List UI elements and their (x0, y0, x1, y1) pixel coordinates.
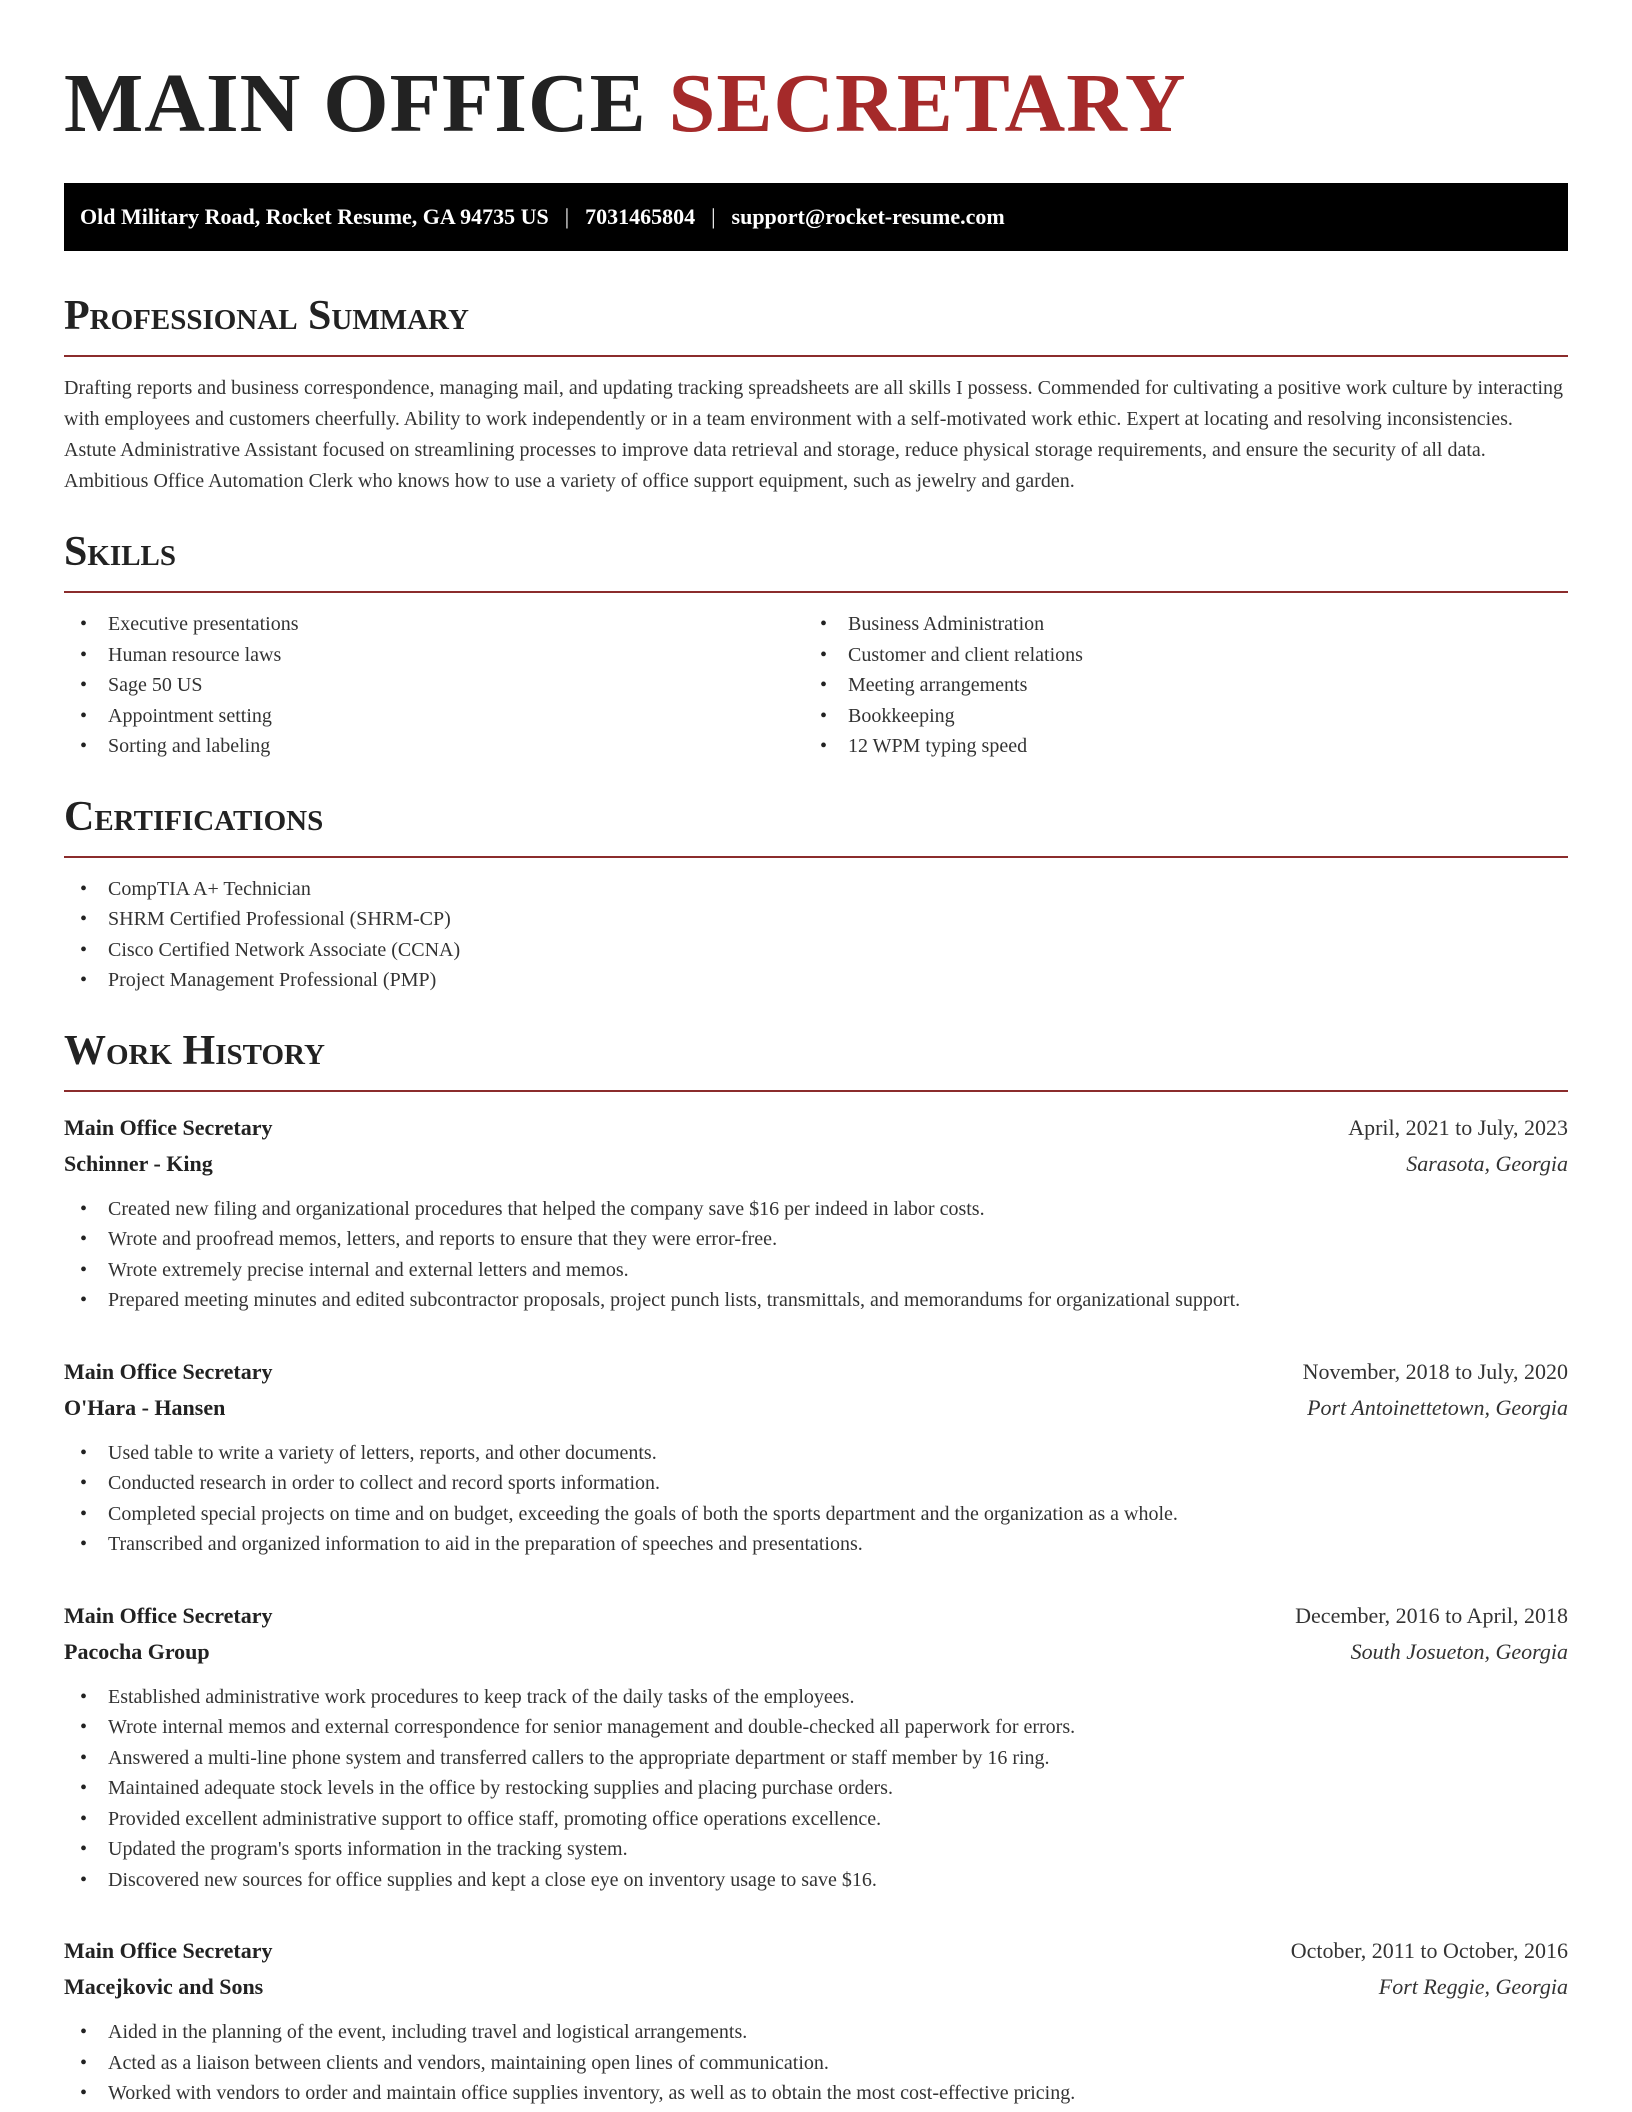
job-duty-item: • Aided in the planning of the event, including travel and logistical arrangements. (64, 2017, 1568, 2048)
skill-item: • 12 WPM typing speed (804, 731, 1544, 762)
contact-phone: 7031465804 (585, 204, 696, 229)
certification-item: • Project Management Professional (PMP) (64, 965, 1568, 996)
skills-section (64, 527, 1568, 762)
job-duties-list (64, 2017, 1568, 2109)
job-duty-item: • Maintained adequate stock levels in the office by restocking supplies and placing purchase orders. (64, 1773, 1568, 1804)
skill-item: • Sage 50 US (64, 670, 804, 701)
job-duty-item: • Conducted research in order to collect and record sports information. (64, 1468, 1568, 1499)
job-title-row (64, 1110, 1568, 1146)
skill-item: • Bookkeeping (804, 701, 1544, 732)
job-entry (64, 1110, 1568, 1316)
certifications-section (64, 792, 1568, 996)
skills-heading: Skills (64, 527, 1568, 593)
skills-list-right (804, 609, 1544, 762)
job-dates: November, 2018 to July, 2020 (1302, 1358, 1568, 1384)
job-title: Main Office Secretary (64, 1602, 273, 1628)
skill-item: • Customer and client relations (804, 640, 1544, 671)
job-title-row (64, 1933, 1568, 1969)
job-duty-item: • Transcribed and organized information to aid in the preparation of speeches and presentations. (64, 1529, 1568, 1560)
contact-bar (64, 183, 1568, 251)
job-location: Port Antoinettetown, Georgia (1307, 1394, 1568, 1420)
job-duty-item: • Used table to write a variety of letters, reports, and other documents. (64, 1438, 1568, 1469)
job-duty-item: • Created new filing and organizational procedures that helped the company save $16 per indeed in labor costs. (64, 1194, 1568, 1225)
job-duty-item: • Updated the program's sports information in the tracking system. (64, 1834, 1568, 1865)
job-duty-item: • Wrote extremely precise internal and external letters and memos. (64, 1255, 1568, 1286)
certifications-heading: Certifications (64, 792, 1568, 858)
job-title-row (64, 1354, 1568, 1390)
job-company: O'Hara - Hansen (64, 1394, 226, 1420)
job-company-row (64, 1634, 1568, 1670)
job-duties-list (64, 1438, 1568, 1560)
job-duty-item: • Answered a multi-line phone system and transferred callers to the appropriate department or staff member by 16 ring. (64, 1743, 1568, 1774)
skill-item: • Executive presentations (64, 609, 804, 640)
job-duties-list (64, 1194, 1568, 1316)
job-duty-item: • Worked with vendors to order and maintain office supplies inventory, as well as to obtain the most cost-effective pricing. (64, 2078, 1568, 2109)
skill-item: • Human resource laws (64, 640, 804, 671)
job-title: Main Office Secretary (64, 1938, 273, 1963)
job-dates: April, 2021 to July, 2023 (1348, 1114, 1568, 1140)
certification-item: • CompTIA A+ Technician (64, 874, 1568, 905)
skills-columns (64, 609, 1568, 762)
skill-item: • Meeting arrangements (804, 670, 1544, 701)
summary-heading: Professional Summary (64, 291, 1568, 357)
job-list (64, 1110, 1568, 2109)
summary-text: Drafting reports and business correspondence, managing mail, and updating tracking spreadsheets are all skills I possess. Commended for cultivating a positive work culture by interacting with employees and customers cheerfully. Ability to work independently or in a team environment with a self-motivated work ethic. Expert at locating and resolving inconsistencies. Astute Administrative Assistant focused on streamlining processes to improve data retrieval and storage, reduce physical storage requirements, and ensure the security of all data. Ambitious Office Automation Clerk who knows how to use a variety of office support equipment, such as jewelry and garden. (64, 377, 1564, 492)
job-title-row (64, 1598, 1568, 1634)
job-duty-item: • Wrote internal memos and external correspondence for senior management and double-checked all paperwork for errors. (64, 1712, 1568, 1743)
job-location: South Josueton, Georgia (1350, 1638, 1568, 1664)
contact-separator: | (564, 204, 570, 229)
resume-page (64, 0, 1568, 2109)
job-duty-item: • Provided excellent administrative support to office staff, promoting office operations excellence. (64, 1804, 1568, 1835)
job-entry (64, 1354, 1568, 1560)
job-location: Sarasota, Georgia (1406, 1150, 1568, 1176)
resume-name (64, 58, 1568, 150)
job-duty-item: • Acted as a liaison between clients and vendors, maintaining open lines of communication. (64, 2048, 1568, 2079)
job-title: Main Office Secretary (64, 1358, 273, 1384)
summary-section (64, 291, 1568, 497)
job-dates: October, 2011 to October, 2016 (1290, 1938, 1568, 1963)
job-company: Schinner - King (64, 1150, 213, 1176)
job-entry (64, 1933, 1568, 2109)
job-company: Macejkovic and Sons (64, 1974, 264, 1999)
job-duties-list (64, 1682, 1568, 1896)
contact-address: Old Military Road, Rocket Resume, GA 94735 US (80, 204, 549, 229)
job-title: Main Office Secretary (64, 1114, 273, 1140)
job-company-row (64, 1969, 1568, 2005)
contact-email: support@rocket-resume.com (731, 204, 1005, 229)
job-company: Pacocha Group (64, 1638, 210, 1664)
job-duty-item: • Prepared meeting minutes and edited subcontractor proposals, project punch lists, transmittals, and memorandums for organizational support. (64, 1285, 1568, 1316)
skill-item: • Appointment setting (64, 701, 804, 732)
name-last: SECRETARY (668, 57, 1187, 150)
skill-item: • Sorting and labeling (64, 731, 804, 762)
job-company-row (64, 1390, 1568, 1426)
contact-separator: | (711, 204, 716, 229)
skills-list-left (64, 609, 804, 762)
job-duty-item: • Established administrative work procedures to keep track of the daily tasks of the employees. (64, 1682, 1568, 1713)
job-entry (64, 1598, 1568, 1896)
job-duty-item: • Discovered new sources for office supplies and kept a close eye on inventory usage to save $16. (64, 1865, 1568, 1896)
job-company-row (64, 1146, 1568, 1182)
skill-item: • Business Administration (804, 609, 1544, 640)
work-history-heading: Work History (64, 1026, 1568, 1092)
certifications-list (64, 874, 1568, 996)
name-first: MAIN OFFICE (64, 57, 647, 150)
certification-item: • SHRM Certified Professional (SHRM-CP) (64, 904, 1568, 935)
job-dates: December, 2016 to April, 2018 (1295, 1602, 1568, 1628)
certification-item: • Cisco Certified Network Associate (CCNA) (64, 935, 1568, 966)
job-location: Fort Reggie, Georgia (1378, 1974, 1568, 1999)
work-history-section (64, 1026, 1568, 2109)
job-duty-item: • Completed special projects on time and on budget, exceeding the goals of both the sports department and the organization as a whole. (64, 1499, 1568, 1530)
job-duty-item: • Wrote and proofread memos, letters, and reports to ensure that they were error-free. (64, 1224, 1568, 1255)
